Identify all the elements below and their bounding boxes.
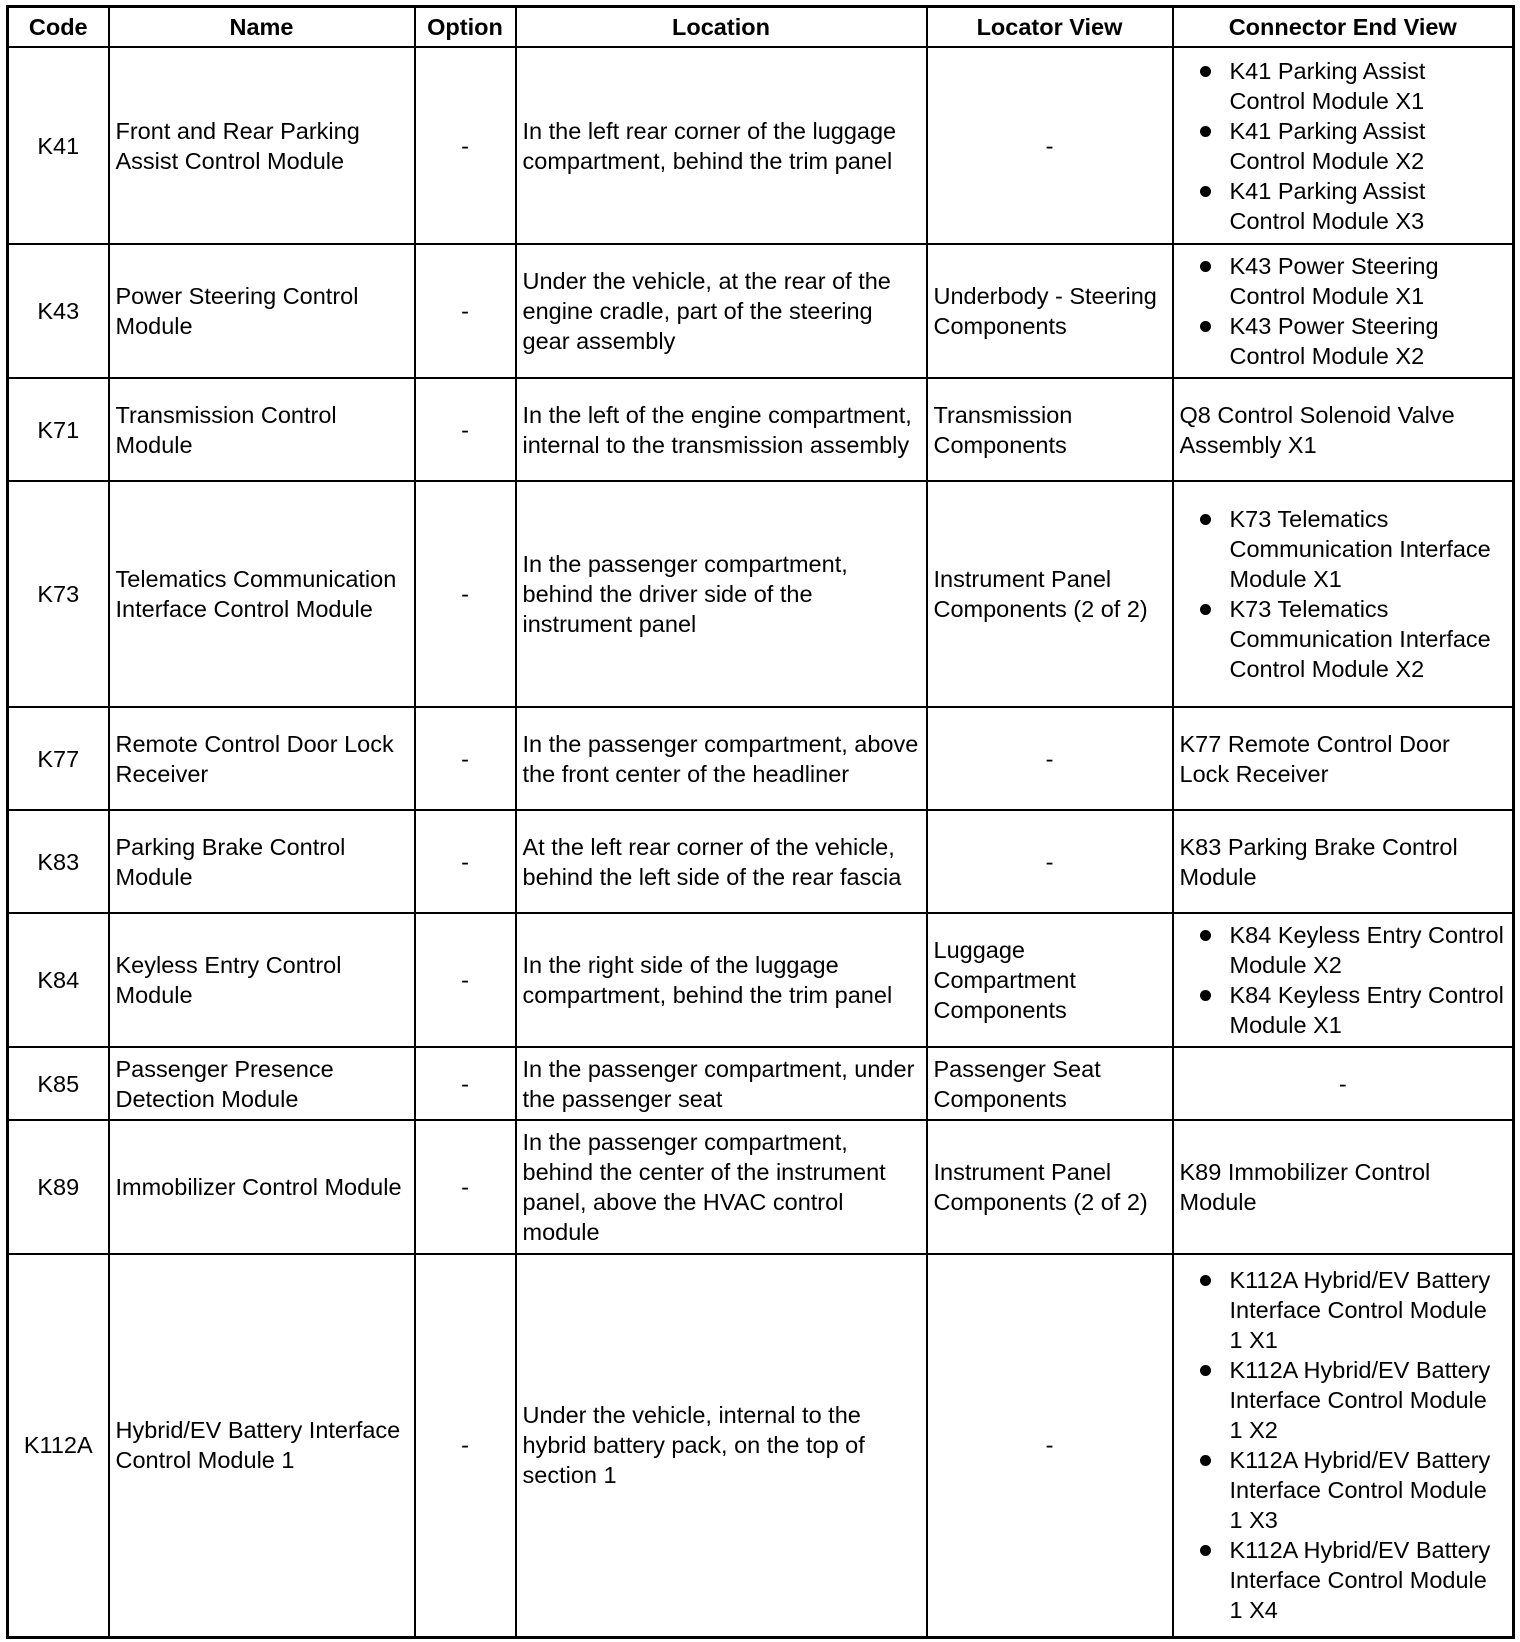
cell-code: K41 bbox=[8, 47, 109, 244]
table-row bbox=[8, 378, 1514, 481]
cell-connector-end-view bbox=[1173, 481, 1514, 707]
cell-code: K71 bbox=[8, 378, 109, 481]
cell-location: In the passenger compartment, above the front center of the headliner bbox=[516, 707, 927, 810]
cell-connector-end-view: - bbox=[1173, 1047, 1514, 1120]
connector-list-item: K43 Power Steering Control Module X1 bbox=[1180, 251, 1507, 311]
cell-option: - bbox=[415, 1047, 516, 1120]
cell-name: Front and Rear Parking Assist Control Module bbox=[109, 47, 415, 244]
column-header-location: Location bbox=[516, 7, 927, 48]
cell-location: In the passenger compartment, behind the driver side of the instrument panel bbox=[516, 481, 927, 707]
cell-code: K43 bbox=[8, 244, 109, 378]
connector-list bbox=[1180, 1265, 1507, 1625]
column-header-locator-view: Locator View bbox=[927, 7, 1173, 48]
column-header-connector-end-view: Connector End View bbox=[1173, 7, 1514, 48]
table-row bbox=[8, 244, 1514, 378]
table-row bbox=[8, 47, 1514, 244]
component-locator-table bbox=[6, 5, 1515, 1639]
connector-list-item: K73 Telematics Communication Interface Control Module X2 bbox=[1180, 594, 1507, 684]
cell-locator-view: Instrument Panel Components (2 of 2) bbox=[927, 1120, 1173, 1254]
cell-connector-end-view: K77 Remote Control Door Lock Receiver bbox=[1173, 707, 1514, 810]
cell-locator-view: Passenger Seat Components bbox=[927, 1047, 1173, 1120]
cell-location: At the left rear corner of the vehicle, behind the left side of the rear fascia bbox=[516, 810, 927, 913]
cell-code: K89 bbox=[8, 1120, 109, 1254]
cell-code: K83 bbox=[8, 810, 109, 913]
table-row bbox=[8, 707, 1514, 810]
connector-list-item: K84 Keyless Entry Control Module X2 bbox=[1180, 920, 1507, 980]
connector-list-item: K41 Parking Assist Control Module X2 bbox=[1180, 116, 1507, 176]
cell-name: Parking Brake Control Module bbox=[109, 810, 415, 913]
cell-locator-view: - bbox=[927, 47, 1173, 244]
cell-locator-view: Luggage Compartment Components bbox=[927, 913, 1173, 1047]
cell-name: Passenger Presence Detection Module bbox=[109, 1047, 415, 1120]
cell-connector-end-view bbox=[1173, 47, 1514, 244]
cell-option: - bbox=[415, 378, 516, 481]
cell-name: Power Steering Control Module bbox=[109, 244, 415, 378]
cell-connector-end-view: K83 Parking Brake Control Module bbox=[1173, 810, 1514, 913]
cell-connector-end-view bbox=[1173, 913, 1514, 1047]
connector-list-item: K112A Hybrid/EV Battery Interface Control Module 1 X1 bbox=[1180, 1265, 1507, 1355]
cell-option: - bbox=[415, 1120, 516, 1254]
cell-code: K85 bbox=[8, 1047, 109, 1120]
cell-option: - bbox=[415, 47, 516, 244]
cell-option: - bbox=[415, 707, 516, 810]
cell-option: - bbox=[415, 810, 516, 913]
cell-location: In the left of the engine compartment, internal to the transmission assembly bbox=[516, 378, 927, 481]
cell-name: Transmission Control Module bbox=[109, 378, 415, 481]
table-row bbox=[8, 810, 1514, 913]
connector-list bbox=[1180, 56, 1507, 236]
cell-name: Hybrid/EV Battery Interface Control Module 1 bbox=[109, 1254, 415, 1637]
cell-name: Keyless Entry Control Module bbox=[109, 913, 415, 1047]
cell-locator-view: - bbox=[927, 707, 1173, 810]
component-table-wrapper bbox=[6, 5, 1515, 1639]
connector-list-item: K112A Hybrid/EV Battery Interface Control Module 1 X2 bbox=[1180, 1355, 1507, 1445]
column-header-code: Code bbox=[8, 7, 109, 48]
connector-list bbox=[1180, 504, 1507, 684]
cell-option: - bbox=[415, 1254, 516, 1637]
cell-code: K112A bbox=[8, 1254, 109, 1637]
cell-connector-end-view: K89 Immobilizer Control Module bbox=[1173, 1120, 1514, 1254]
cell-locator-view: Underbody - Steering Components bbox=[927, 244, 1173, 378]
table-row bbox=[8, 1120, 1514, 1254]
connector-list bbox=[1180, 920, 1507, 1040]
connector-list-item: K73 Telematics Communication Interface Module X1 bbox=[1180, 504, 1507, 594]
cell-option: - bbox=[415, 481, 516, 707]
table-row bbox=[8, 913, 1514, 1047]
column-header-name: Name bbox=[109, 7, 415, 48]
connector-list-item: K41 Parking Assist Control Module X1 bbox=[1180, 56, 1507, 116]
table-body bbox=[8, 47, 1514, 1637]
cell-connector-end-view bbox=[1173, 1254, 1514, 1637]
cell-connector-end-view: Q8 Control Solenoid Valve Assembly X1 bbox=[1173, 378, 1514, 481]
cell-code: K77 bbox=[8, 707, 109, 810]
cell-location: In the left rear corner of the luggage compartment, behind the trim panel bbox=[516, 47, 927, 244]
connector-list-item: K112A Hybrid/EV Battery Interface Control Module 1 X4 bbox=[1180, 1535, 1507, 1625]
cell-connector-end-view bbox=[1173, 244, 1514, 378]
column-header-option: Option bbox=[415, 7, 516, 48]
cell-location: In the passenger compartment, under the passenger seat bbox=[516, 1047, 927, 1120]
cell-name: Immobilizer Control Module bbox=[109, 1120, 415, 1254]
connector-list-item: K112A Hybrid/EV Battery Interface Control Module 1 X3 bbox=[1180, 1445, 1507, 1535]
table-row bbox=[8, 1047, 1514, 1120]
cell-locator-view: Instrument Panel Components (2 of 2) bbox=[927, 481, 1173, 707]
table-row bbox=[8, 481, 1514, 707]
cell-option: - bbox=[415, 244, 516, 378]
cell-code: K84 bbox=[8, 913, 109, 1047]
connector-list bbox=[1180, 251, 1507, 371]
connector-list-item: K43 Power Steering Control Module X2 bbox=[1180, 311, 1507, 371]
cell-locator-view: Transmission Components bbox=[927, 378, 1173, 481]
cell-name: Remote Control Door Lock Receiver bbox=[109, 707, 415, 810]
cell-locator-view: - bbox=[927, 1254, 1173, 1637]
cell-name: Telematics Communication Interface Control Module bbox=[109, 481, 415, 707]
cell-location: Under the vehicle, internal to the hybrid battery pack, on the top of section 1 bbox=[516, 1254, 927, 1637]
cell-location: In the right side of the luggage compartment, behind the trim panel bbox=[516, 913, 927, 1047]
table-header-row bbox=[8, 7, 1514, 48]
cell-code: K73 bbox=[8, 481, 109, 707]
connector-list-item: K41 Parking Assist Control Module X3 bbox=[1180, 176, 1507, 236]
cell-locator-view: - bbox=[927, 810, 1173, 913]
connector-list-item: K84 Keyless Entry Control Module X1 bbox=[1180, 980, 1507, 1040]
cell-location: Under the vehicle, at the rear of the engine cradle, part of the steering gear assembly bbox=[516, 244, 927, 378]
cell-location: In the passenger compartment, behind the center of the instrument panel, above the HVAC control module bbox=[516, 1120, 927, 1254]
cell-option: - bbox=[415, 913, 516, 1047]
table-row bbox=[8, 1254, 1514, 1637]
